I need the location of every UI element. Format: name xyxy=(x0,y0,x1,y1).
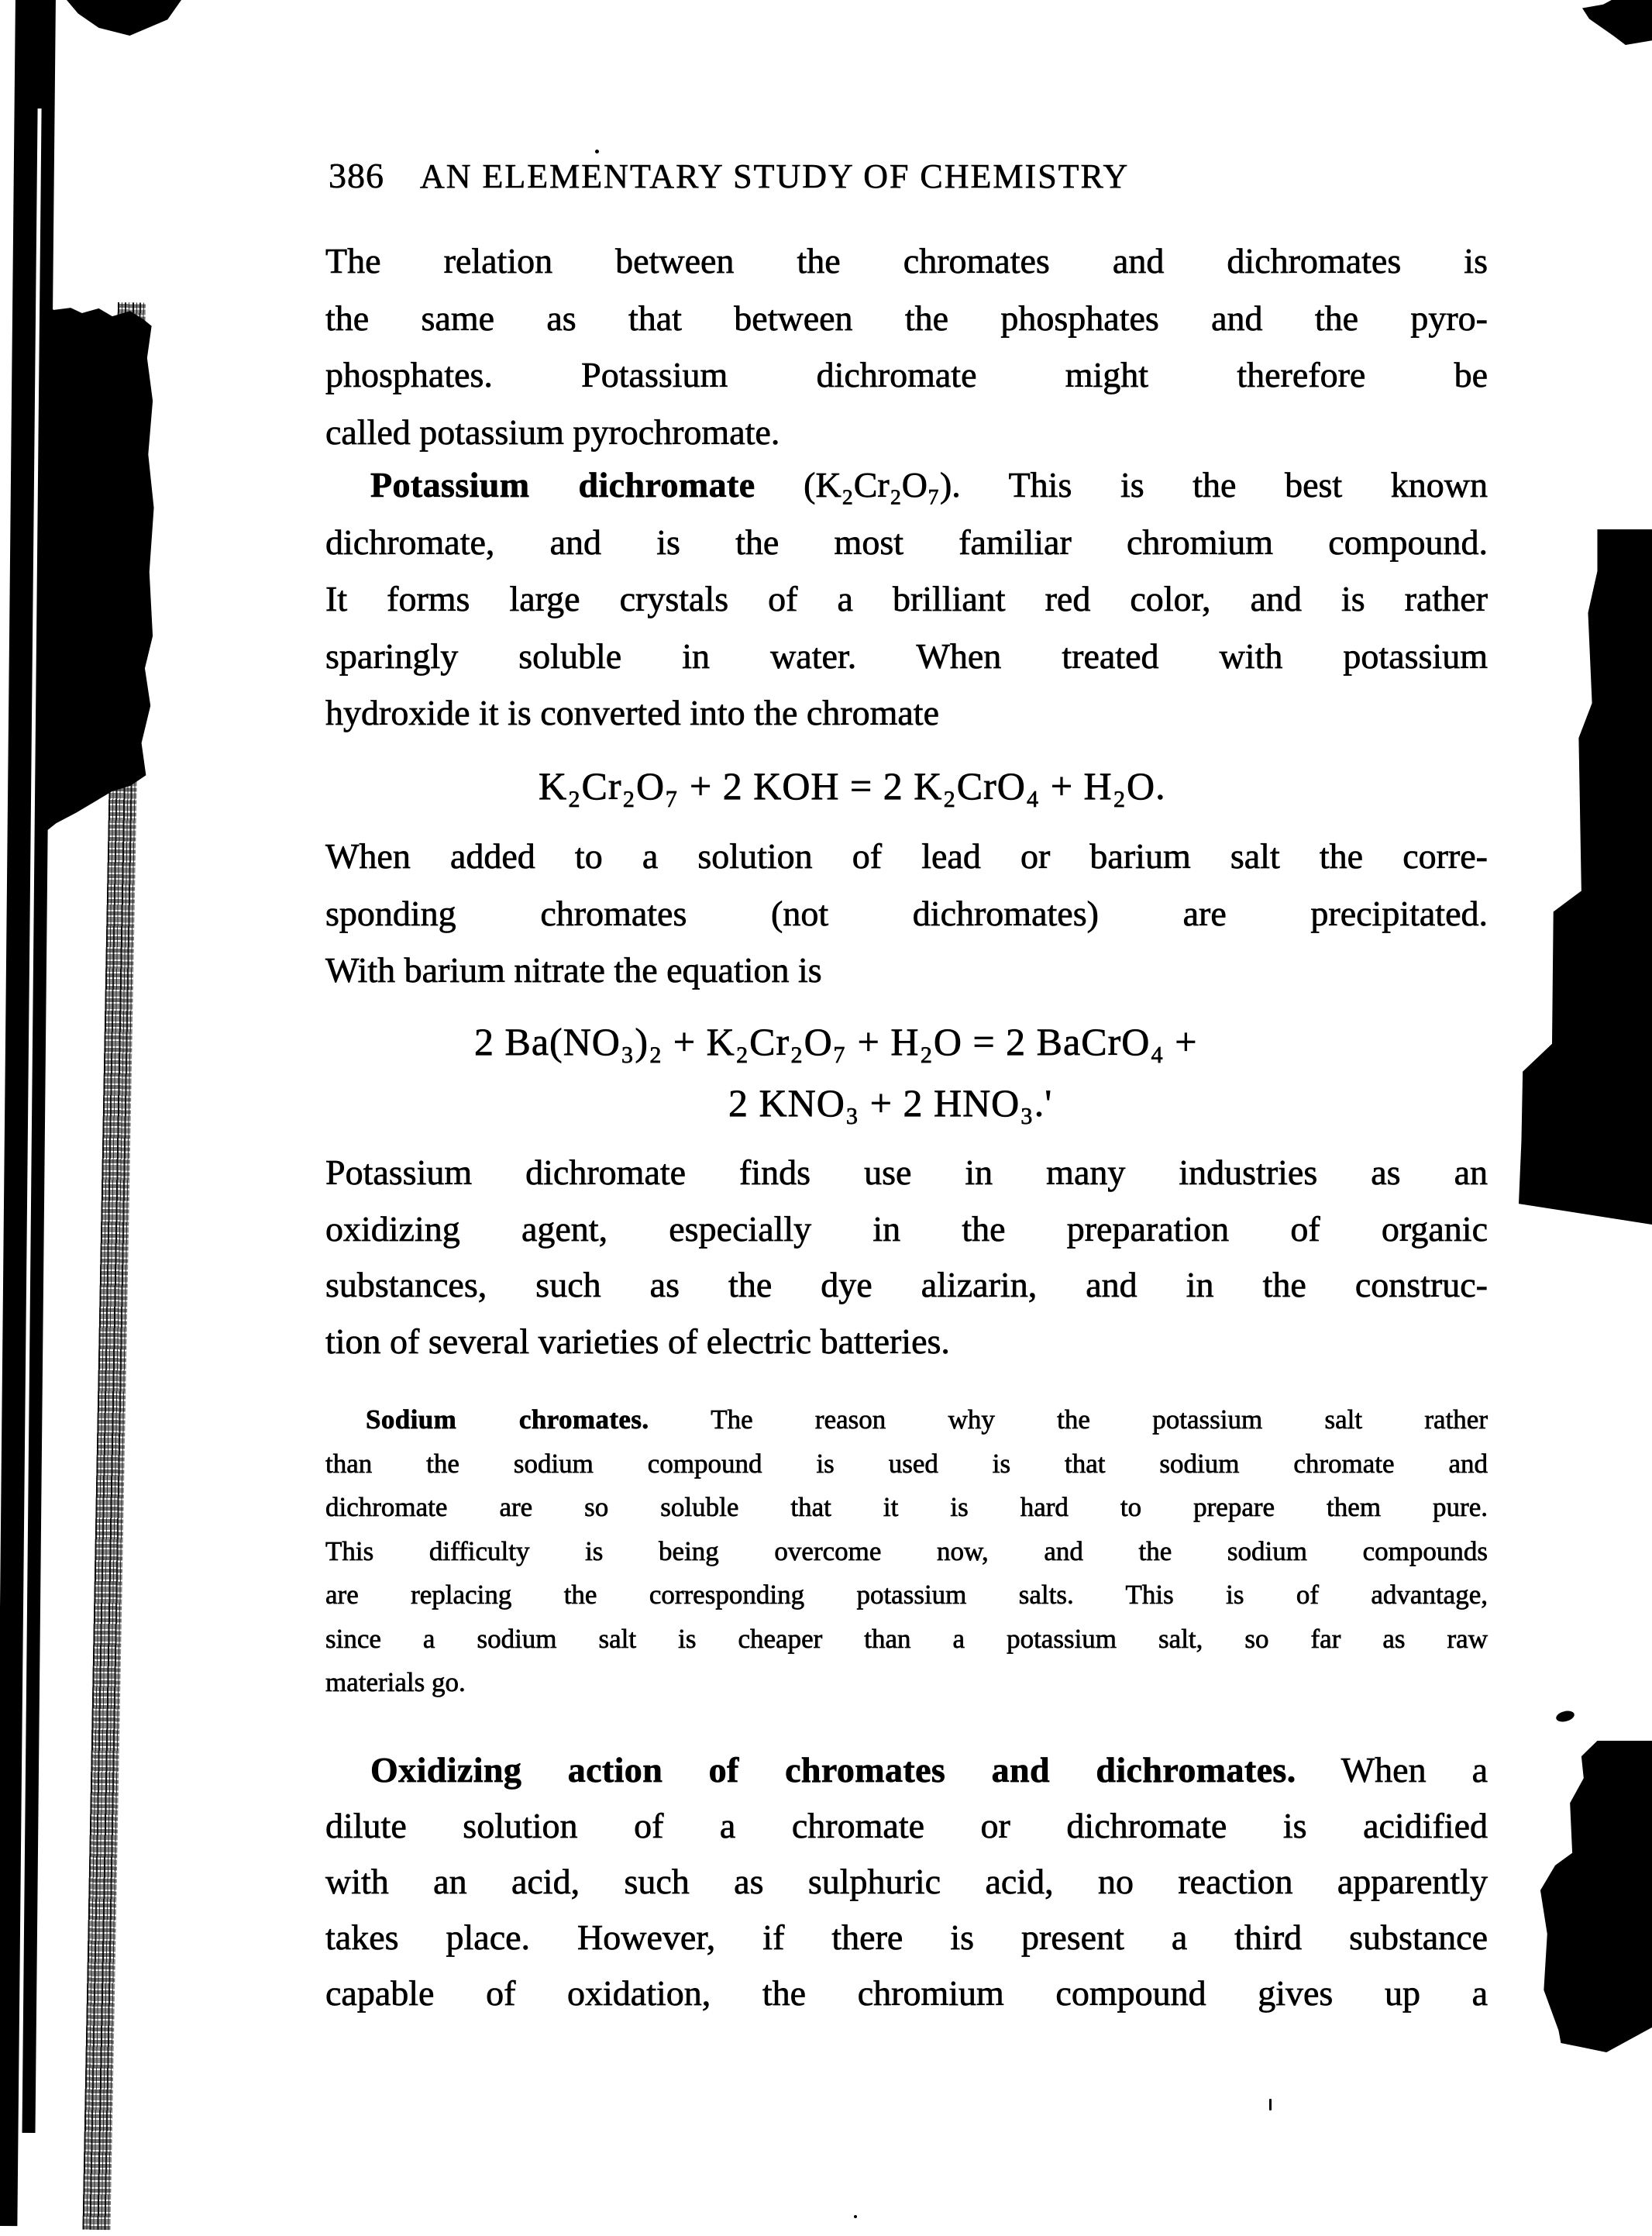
bold-lead-in: Sodium chromates. xyxy=(366,1404,649,1435)
text-line xyxy=(325,1742,1488,1798)
text-line xyxy=(325,828,1488,885)
text-line xyxy=(325,1661,1488,1705)
equation-line xyxy=(474,1011,1637,1073)
text-line xyxy=(325,1573,1488,1618)
text-line xyxy=(325,457,1488,514)
text-segment: dilute solution of a chromate or dichromate is acidified xyxy=(325,1806,1488,1845)
text-segment: than the sodium compound is used is that sodium chromate and xyxy=(325,1448,1488,1479)
text-line xyxy=(325,1854,1488,1910)
text-line xyxy=(325,404,1488,461)
para-precipitates xyxy=(325,828,1488,999)
text-line xyxy=(325,1966,1488,2021)
para-oxidizing-action xyxy=(325,1742,1488,2021)
text-segment: hydroxide it is converted into the chromate xyxy=(325,693,939,732)
equation-line xyxy=(539,758,1652,814)
text-segment: the same as that between the phosphates and the pyro- xyxy=(325,298,1488,338)
bold-lead-in: Oxidizing action of chromates and dichromates. xyxy=(370,1750,1296,1790)
text-segment: sponding chromates (not dichromates) are precipitated. xyxy=(325,893,1488,933)
text-segment: takes place. However, if there is present a third substance xyxy=(325,1917,1488,1957)
text-line xyxy=(325,1201,1488,1258)
text-line xyxy=(325,1910,1488,1966)
text-line xyxy=(325,346,1488,404)
text-line xyxy=(325,684,1488,742)
text-segment: substances, such as the dye alizarin, and in the construc- xyxy=(325,1265,1488,1304)
text-segment: called potassium pyrochromate. xyxy=(325,412,780,452)
text-segment: materials go. xyxy=(325,1667,466,1697)
text-segment: When a xyxy=(1296,1750,1488,1790)
text-line xyxy=(325,1398,1488,1442)
text-segment: This difficulty is being overcome now, and the sodium compounds xyxy=(325,1535,1488,1566)
bold-lead-in: Potassium dichromate xyxy=(370,465,755,505)
text-segment: dichromate, and is the most familiar chromium compound. xyxy=(325,522,1488,562)
equation-line xyxy=(728,1073,1652,1134)
equation-barium-nitrate xyxy=(325,1011,1488,1134)
equation-koh xyxy=(325,758,1488,814)
text-segment: phosphates. Potassium dichromate might therefore be xyxy=(325,355,1488,394)
text-segment: capable of oxidation, the chromium compound gives up a xyxy=(325,1973,1488,2013)
para-industries xyxy=(325,1145,1488,1370)
text-line xyxy=(325,1145,1488,1201)
text-segment: sparingly soluble in water. When treated with potassium xyxy=(325,636,1488,676)
text-line xyxy=(325,1314,1488,1370)
text-segment: are replacing the corresponding potassium salts. This is of advantage, xyxy=(325,1580,1488,1610)
text-segment: with an acid, such as sulphuric acid, no reaction apparently xyxy=(325,1862,1488,1901)
text-segment: The reason why the potassium salt rather xyxy=(649,1404,1488,1435)
para-sodium-chromates xyxy=(325,1398,1488,1705)
text-line xyxy=(325,942,1488,999)
text-line xyxy=(325,1442,1488,1487)
text-line xyxy=(325,514,1488,571)
running-title: AN ELEMENTARY STUDY OF CHEMISTRY xyxy=(420,157,1130,195)
text-line xyxy=(325,570,1488,628)
text-segment: since a sodium salt is cheaper than a potassium salt, so far as raw xyxy=(325,1623,1488,1654)
text-line xyxy=(325,233,1488,290)
text-segment: dichromate are so soluble that it is hard to prepare them pure. xyxy=(325,1492,1488,1522)
text-segment: With barium nitrate the equation is xyxy=(325,950,822,990)
text-segment: K₂Cr₂O₇ + 2 KOH = 2 K₂CrO₄ + H₂O. xyxy=(539,764,1166,808)
para-relation xyxy=(325,233,1488,460)
text-segment: oxidizing agent, especially in the preparation of organic xyxy=(325,1208,1488,1249)
text-line xyxy=(325,1530,1488,1574)
text-line xyxy=(325,628,1488,685)
page-header xyxy=(329,155,1491,196)
para-potassium-dichromate xyxy=(325,457,1488,742)
text-segment: tion of several varieties of electric batteries. xyxy=(325,1321,950,1361)
text-segment: 2 KNO₃ + 2 HNO₃.' xyxy=(728,1081,1053,1125)
text-line xyxy=(325,885,1488,942)
text-segment: The relation between the chromates and dichromates is xyxy=(325,241,1488,281)
text-line xyxy=(325,1486,1488,1530)
page-number: 386 xyxy=(329,156,384,195)
text-segment: Potassium dichromate finds use in many industries as an xyxy=(325,1152,1488,1192)
text-line xyxy=(325,290,1488,347)
text-line xyxy=(325,1257,1488,1314)
text-line xyxy=(325,1798,1488,1854)
text-segment: It forms large crystals of a brilliant red color, and is rather xyxy=(325,579,1488,618)
text-segment: (K₂Cr₂O₇). This is the best known xyxy=(755,465,1488,505)
text-line xyxy=(325,1618,1488,1662)
text-segment: When added to a solution of lead or barium salt the corre- xyxy=(325,836,1488,876)
text-segment: 2 Ba(NO₃)₂ + K₂Cr₂O₇ + H₂O = 2 BaCrO₄ + xyxy=(474,1020,1198,1063)
